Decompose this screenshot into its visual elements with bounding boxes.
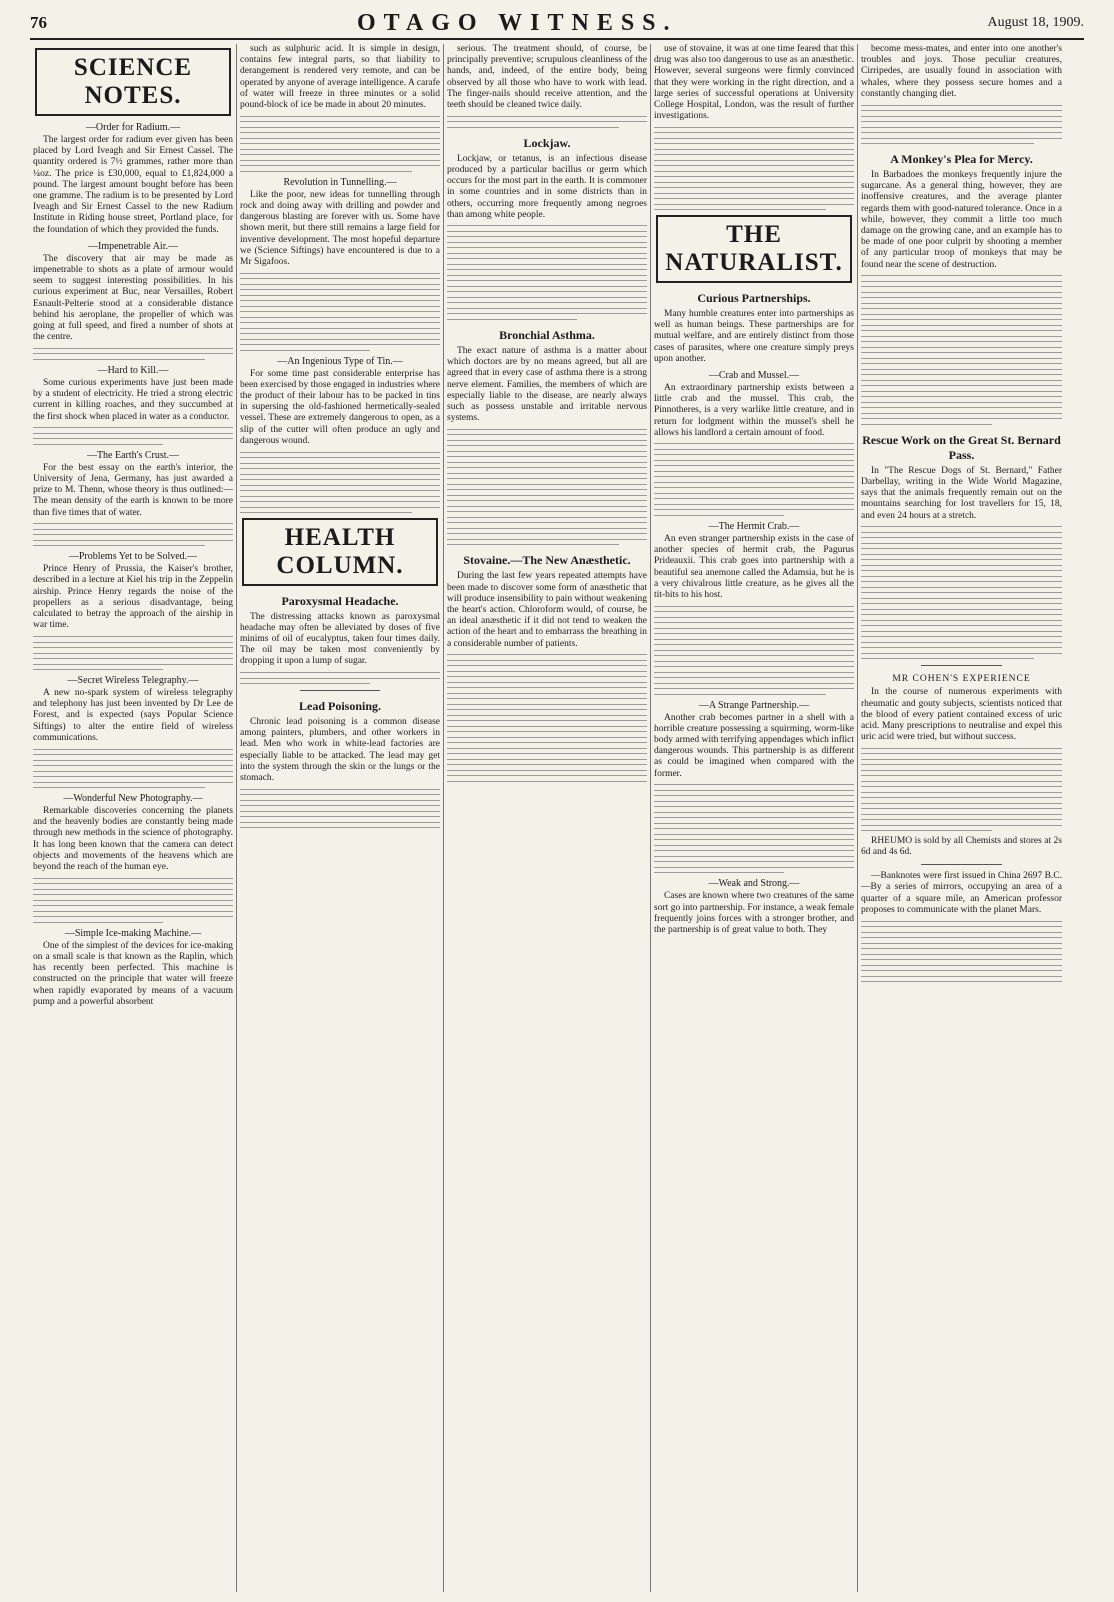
subheading: —The Hermit Crab.— bbox=[708, 520, 800, 532]
text-lines bbox=[240, 116, 440, 172]
article-text: serious. The treatment should, of course, be principally preventive; scrupulous cleanliness of the hands, and, indeed, of the entire body, being observed by all those who have to work with lead. The finger-nails should receive attention, and the teeth should be cleaned twice daily. bbox=[447, 44, 647, 111]
subheading: —Order for Radium.— bbox=[85, 122, 181, 133]
article-text: Another crab becomes partner in a shell with a horrible creature possessing a squirming, worm-like body armed with terrifying appendages which inflict dangerous wounds. This partnership is as different as could be imagined when compared with the former. bbox=[654, 712, 854, 779]
text-lines bbox=[447, 225, 647, 320]
section-title: HEALTH COLUMN. bbox=[276, 523, 404, 579]
article-text: such as sulphuric acid. It is simple in design, contains few integral parts, so that liability to derangement is rendered very remote, and can be operated by anyone of average intelligence. A carafe of water will freeze in three minutes or a solid pound-block of ice be made in about 20 minutes. bbox=[240, 44, 440, 111]
subheading: —Impenetrable Air.— bbox=[88, 240, 178, 252]
text-lines bbox=[447, 429, 647, 546]
subheading: —Simple Ice-making Machine.— bbox=[64, 927, 202, 939]
article-text: The exact nature of asthma is a matter about which doctors are by no means agreed, but all are agreed that in every case of asthma there is a strong nerve element. Families, the members of which are especially liable to the disease, are nearly always such as possess unstable and irritable nervous systems. bbox=[447, 345, 647, 424]
article-text: The distressing attacks known as paroxysmal headache may often be alleviated by doses of five minims of oil of eucalyptus, taken four times daily. The oil may be taken most conveniently by dropping it upon a lump of sugar. bbox=[240, 611, 440, 667]
section-heading-box bbox=[656, 215, 852, 283]
text-lines bbox=[240, 672, 440, 684]
column-2 bbox=[237, 44, 444, 1592]
subheading: —Hard to Kill.— bbox=[97, 364, 169, 376]
text-lines bbox=[33, 523, 233, 546]
text-lines bbox=[33, 348, 233, 360]
article-heading: Rescue Work on the Great St. Bernard Pass. bbox=[862, 432, 1061, 462]
article-text: Prince Henry of Prussia, the Kaiser's brother, described in a lecture at Kiel his trip in the Zeppelin airship. Prince Henry regards the noise of the propellers as a serious disadvantage, being calculated to betray the approach of the airship in war time. bbox=[33, 564, 233, 631]
article-text: Chronic lead poisoning is a common disease among painters, plumbers, and other workers in lead. Men who work in white-lead factories are especially liable to be attacked. The lead may get into the system through the skin or the lungs or the stomach. bbox=[240, 717, 440, 784]
text-lines bbox=[654, 127, 854, 211]
article-text: A new no-spark system of wireless telegraphy and telephony has just been invented by Dr Lee de Forest, and is expected (says Popular Science Siftings) to alter the entire field of wireless communications. bbox=[33, 688, 233, 743]
text-lines bbox=[447, 116, 647, 128]
text-lines bbox=[654, 606, 854, 695]
article-heading: Lead Poisoning. bbox=[298, 699, 382, 714]
text-lines bbox=[33, 878, 233, 923]
subheading: —An Ingenious Type of Tin.— bbox=[277, 355, 403, 367]
column-5 bbox=[858, 44, 1065, 1592]
text-lines bbox=[861, 526, 1062, 659]
advertisement-heading: MR COHEN'S EXPERIENCE bbox=[892, 674, 1031, 685]
paper-name: OTAGO WITNESS. bbox=[357, 9, 678, 36]
section-title: THE NATURALIST. bbox=[665, 220, 843, 276]
article-text: become mess-mates, and enter into one another's troubles and joys. Those peculiar creatures, Cirripedes, are usually found in association with whales, where they possess secure homes and a constantly changing diet. bbox=[861, 44, 1062, 99]
advertisement-text: RHEUMO is sold by all Chemists and stores at 2s 6d and 4s 6d. bbox=[861, 835, 1062, 858]
text-lines bbox=[861, 105, 1062, 145]
text-lines bbox=[861, 921, 1062, 983]
column-1 bbox=[30, 44, 237, 1592]
article-heading: Stovaine.—The New Anæsthetic. bbox=[463, 553, 631, 568]
section-heading-box bbox=[242, 518, 438, 586]
text-lines bbox=[33, 636, 233, 670]
article-text: The largest order for radium ever given has been placed by Lord Iveagh and Sir Ernest Cassel. The quantity ordered is 7½ grammes, rather more than ¼oz. The price is £30,000, equal to £1,824,000 a pound. The largest amount bought before has been one gramme. The radium is to be presented by Lord Iveagh and Sir Ernest Cassel to the new Radium Institute in Riding house street, Portland place, for the foundation of which they provided the funds. bbox=[33, 135, 233, 235]
divider bbox=[921, 665, 1001, 666]
article-text: The discovery that air may be made as impenetrable to shots as a plate of armour would seem to suggest interesting possibilities. In his curious experiment at Buc, near Versailles, Robert Esnault-Pelterie stood at a considerable distance behind his aeroplane, the propeller of which was going at full speed, and fired a number of shots at the centre. bbox=[33, 253, 233, 343]
article-text: Some curious experiments have just been made by a student of electricity. He tried a strong electric current in killing roaches, and they succumbed at the first shock when placed in water as a conductor. bbox=[33, 377, 233, 422]
section-title: SCIENCE NOTES. bbox=[73, 54, 193, 109]
subheading: —Weak and Strong.— bbox=[708, 878, 800, 890]
subheading: —The Earth's Crust.— bbox=[86, 449, 180, 461]
subheading: —A Strange Partnership.— bbox=[698, 699, 810, 711]
article-text: Many humble creatures enter into partnerships as well as human beings. These partnerships are for mutual welfare, and are entirely distinct from those cases of parasites, where one creature simply preys upon another. bbox=[654, 308, 854, 364]
article-text: Lockjaw, or tetanus, is an infectious disease produced by a particular bacillus or germ which occurs for the most part in the earth. It is commoner in some countries and in some districts than in others, occurring more frequently among negroes than among white people. bbox=[447, 153, 647, 220]
advertisement-text: In the course of numerous experiments with rheumatic and gouty subjects, scientists noticed that the blood of every patient contained excess of uric acid. Many prescriptions to neutralise and expel this uric acid were tried, but without success. bbox=[861, 687, 1062, 743]
divider bbox=[921, 864, 1001, 865]
subheading: —Wonderful New Photography.— bbox=[63, 793, 203, 805]
article-heading: A Monkey's Plea for Mercy. bbox=[890, 152, 1033, 167]
divider bbox=[300, 690, 380, 691]
issue-date: August 18, 1909. bbox=[987, 15, 1084, 30]
article-text: In "The Rescue Dogs of St. Bernard," Father Darbellay, writing in the Wide World Magazine, says that the animals frequently remain out on the mountains searching for lost travellers for 15, 18, and even 24 hours at a stretch. bbox=[861, 465, 1062, 521]
article-heading: Paroxysmal Headache. bbox=[281, 593, 399, 608]
article-text: use of stovaine, it was at one time feared that this drug was also too dangerous to use as an anæsthetic. However, several surgeons were firmly convinced that they were working in the right direction, and a large series of successful operations at University College Hospital, London, was the result of further investigations. bbox=[654, 44, 854, 122]
text-lines bbox=[33, 427, 233, 445]
section-heading-box bbox=[35, 48, 231, 116]
text-lines bbox=[861, 275, 1062, 425]
article-text: Like the poor, new ideas for tunnelling through rock and doing away with drilling and powder and dangerous blasting are forever with us. Some have shown merit, but there still remains a large field for inventive development. The most hopeful departure we (Science Siftings) have encountered is due to a Mr Sigafoos. bbox=[240, 189, 440, 267]
text-lines bbox=[240, 452, 440, 514]
brief-notes: —Banknotes were first issued in China 2697 B.C. —By a series of mirrors, occupying an area of a quarter of a square mile, an American professor proposes to communicate with the planet Mars. bbox=[861, 871, 1062, 915]
article-text: One of the simplest of the devices for ice-making on a small scale is that known as the Raplin, which has recently been perfected. This machine is constructed on the principle that water will freeze when rapidly evaporated by means of a vacuum pump and a powerful absorbent bbox=[33, 940, 233, 1007]
text-lines bbox=[447, 654, 647, 782]
columns bbox=[30, 44, 1094, 1592]
article-heading: Lockjaw. bbox=[523, 135, 571, 150]
masthead bbox=[30, 8, 1084, 40]
article-heading: Bronchial Asthma. bbox=[499, 327, 595, 342]
article-heading: Curious Partnerships. bbox=[697, 290, 811, 305]
page-number: 76 bbox=[30, 13, 47, 32]
article-text: Remarkable discoveries concerning the planets and the heavenly bodies are constantly being made through new methods in the science of photography. It has long been known that the camera can detect objects and movements of the heavens which are beyond the reach of the human eye. bbox=[33, 806, 233, 873]
text-lines bbox=[654, 443, 854, 516]
text-lines bbox=[240, 789, 440, 829]
subheading: —Problems Yet to be Solved.— bbox=[68, 551, 198, 563]
article-text: For some time past considerable enterprise has been exercised by those engaged in industries where the product of their labour has to be packed in tins in supersing the old-fashioned hermetically-sealed vessel. These are extremely dangerous to open, as a slip of the cutter will often produce an ugly and dangerous wound. bbox=[240, 368, 440, 446]
article-text: In Barbadoes the monkeys frequently injure the sugarcane. As a general thing, however, they are inoffensive creatures, and the average planter regards them with good-natured tolerance. Once in a while, however, they commit a little too much damage on the growing cane, and an example has to be made of one poor culprit by shooting a member of any particular troop of monkeys that may be found near the scene of destruction. bbox=[861, 170, 1062, 270]
column-4 bbox=[651, 44, 858, 1592]
article-text: An extraordinary partnership exists between a little crab and the mussel. This crab, the Pinnotheres, is a very warlike little creature, and in return for lodgment within the mussel's shell he allows his landlord a certain amount of food. bbox=[654, 382, 854, 438]
subheading: —Secret Wireless Telegraphy.— bbox=[67, 675, 199, 686]
article-text: An even stranger partnership exists in the case of another species of hermit crab, the Pagurus Prideauxii. This crab goes into partnership with a beautiful sea anemone called the Adamsia, but he is a very chivalrous little creature, as he gives all the tit-bits to his host. bbox=[654, 533, 854, 600]
text-lines bbox=[654, 784, 854, 873]
subheading: —Crab and Mussel.— bbox=[708, 369, 800, 381]
article-text: Cases are known where two creatures of the same sort go into partnership. For instance, a weak female frequently joins forces with a stronger brother, and the partnership is of great value to both. They bbox=[654, 891, 854, 935]
article-text: For the best essay on the earth's interior, the University of Jena, Germany, has just awarded a prize to M. Thenn, whose theory is thus outlined:—The mean density of the earth is known to be more than five times that of water. bbox=[33, 462, 233, 518]
text-lines bbox=[33, 749, 233, 789]
subheading: Revolution in Tunnelling.— bbox=[283, 176, 397, 188]
text-lines bbox=[861, 748, 1062, 832]
column-3 bbox=[444, 44, 651, 1592]
article-text: During the last few years repeated attempts have been made to discover some form of anæsthetic that will produce insensibility to pain without weakening the heart's action. Chloroform would, of course, be an ideal anæsthetic if it did not tend to weaken the action of the heart and to embarrass the breathing in a considerable number of patients. bbox=[447, 571, 647, 649]
text-lines bbox=[240, 273, 440, 351]
